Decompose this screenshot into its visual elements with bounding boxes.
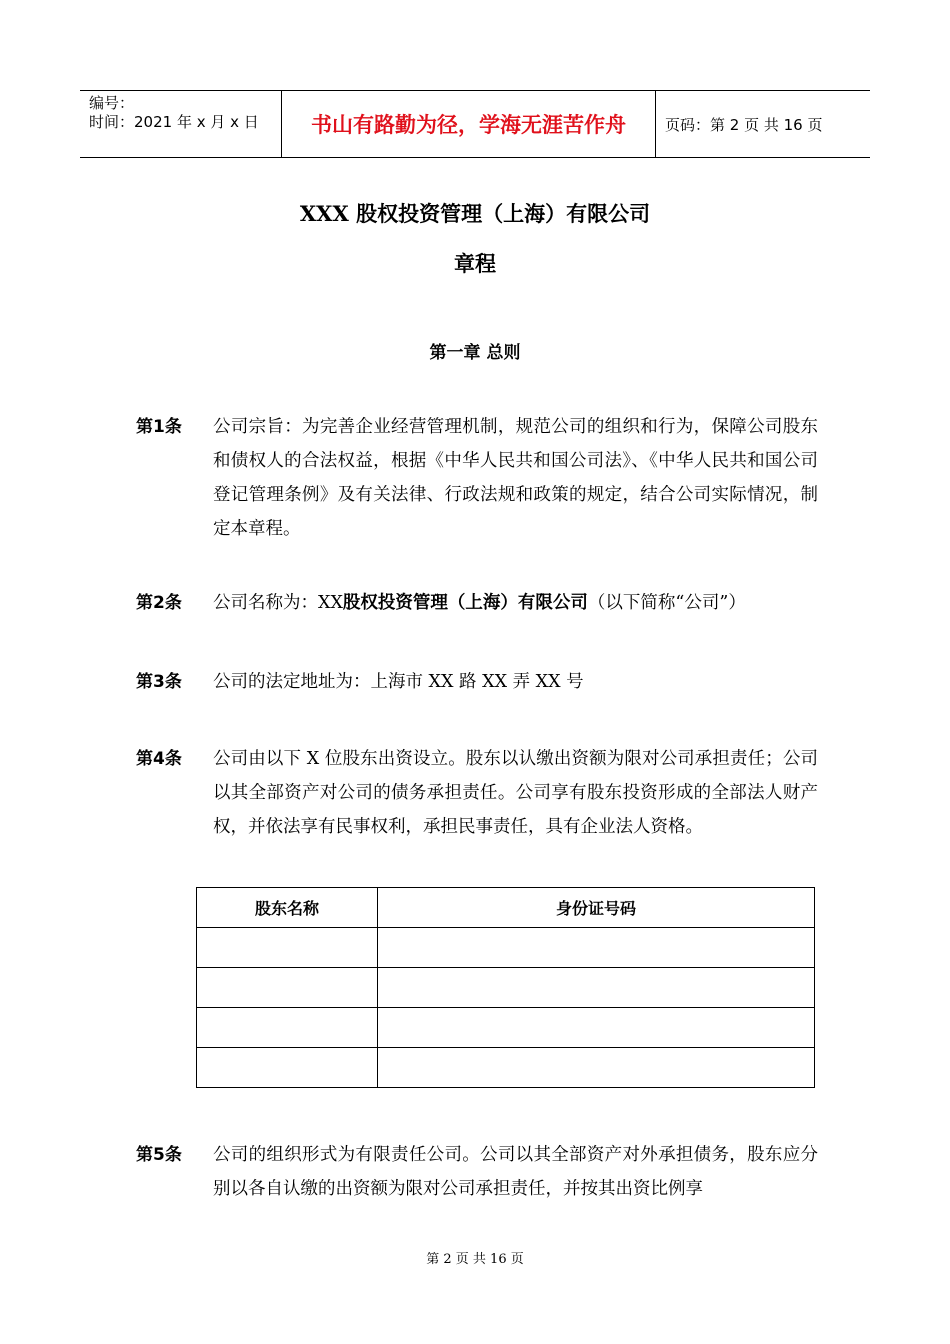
shareholder-table [196, 887, 815, 1088]
table-row [197, 928, 815, 968]
article-text [213, 586, 818, 620]
header-time-label: 时间：2021 年 x 月 x 日 [89, 113, 259, 131]
document-subtitle: 章程 [454, 251, 496, 276]
header-page-info: 页码：第 2 页 共 16 页 [665, 115, 823, 134]
article-text-prefix: 公司名称为：XX [213, 593, 343, 613]
table-cell [378, 928, 815, 968]
table-header-row [197, 888, 815, 928]
article-number: 第4条 [136, 749, 182, 769]
page-header [80, 90, 870, 158]
table-cell [378, 1008, 815, 1048]
article-text-suffix: （以下简称“公司”） [587, 593, 746, 613]
article-text: 公司由以下 X 位股东出资设立。股东以认缴出资额为限对公司承担责任；公司以其全部资产对公司的债务承担责任。公司享有股东投资形成的全部法人财产权，并依法享有民事权利，承担民事责任，具有企业法人资格。 [213, 749, 818, 837]
article-number: 第3条 [136, 672, 182, 692]
table-cell [378, 1048, 815, 1088]
company-name: 股权投资管理（上海）有限公司 [342, 593, 588, 613]
table-cell [197, 1048, 378, 1088]
article-text: 公司的法定地址为：上海市 XX 路 XX 弄 XX 号 [213, 672, 584, 692]
article-number: 第5条 [136, 1145, 182, 1165]
chapter-heading: 第一章 总则 [429, 343, 521, 363]
column-header-id-number: 身份证号码 [378, 888, 815, 928]
article-number: 第1条 [136, 417, 182, 437]
table-row [197, 968, 815, 1008]
document-title: XXX 股权投资管理（上海）有限公司 [299, 201, 651, 226]
table-cell [197, 928, 378, 968]
header-number-label: 编号： [89, 94, 135, 112]
article-number: 第2条 [136, 593, 182, 613]
header-meta [80, 91, 282, 157]
header-motto: 书山有路勤为径，学海无涯苦作舟 [282, 91, 656, 157]
article-text: 公司的组织形式为有限责任公司。公司以其全部资产对外承担债务，股东应分别以各自认缴的出资额为限对公司承担责任，并按其出资比例享 [213, 1145, 818, 1199]
table-cell [197, 968, 378, 1008]
table-row [197, 1008, 815, 1048]
table-cell [197, 1008, 378, 1048]
article-text: 公司宗旨：为完善企业经营管理机制，规范公司的组织和行为，保障公司股东和债权人的合法权益，根据《中华人民共和国公司法》、《中华人民共和国公司登记管理条例》及有关法律、行政法规和政策的规定，结合公司实际情况，制定本章程。 [213, 417, 818, 539]
table-row [197, 1048, 815, 1088]
table-cell [378, 968, 815, 1008]
page-footer: 第 2 页 共 16 页 [426, 1252, 524, 1267]
column-header-shareholder-name: 股东名称 [197, 888, 378, 928]
